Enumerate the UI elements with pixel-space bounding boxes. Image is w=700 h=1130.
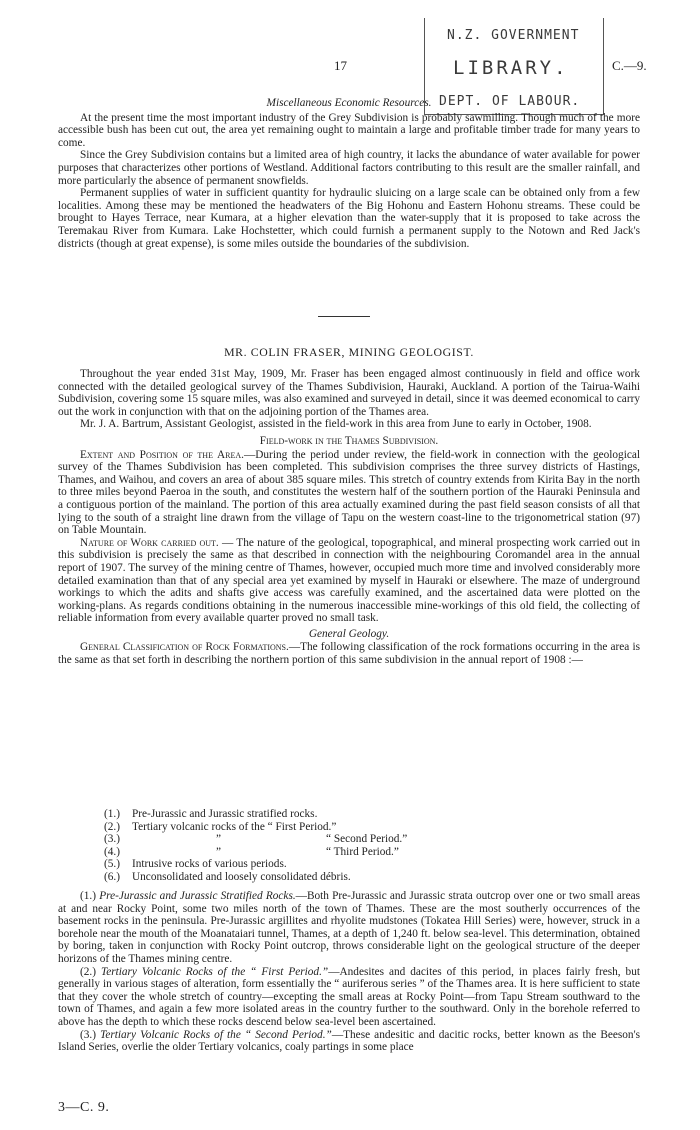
section-fraser-intro — [58, 368, 640, 667]
section-heading: MR. COLIN FRASER, MINING GEOLOGIST. — [224, 345, 474, 359]
paragraph: Throughout the year ended 31st May, 1909, Mr. Fraser has been engaged almost continuously in field and office work connected with the detailed geological survey of the Thames Subdivision, Hauraki, Auckland. A portion of the Tairua-Waihi Subdivision, covering some 15 square miles, was also examined and surveyed in detail, since it was deemed economical to carry out the work in conjunction with that on the adjoining portion of the Thames area. — [58, 368, 640, 418]
paragraph-classification — [58, 641, 640, 666]
inline-label: General Classification of Rock Formations. — [80, 641, 289, 654]
paragraph-rock-1: (1.) Pre-Jurassic and Jurassic Stratified Rocks.—Both Pre-Jurassic and Jurassic strata outcrop over one or two small areas at and near Rocky Point, some two miles north of the town of Thames. These are the most southerly occurrences of the basement rocks in the peninsula. Pre-Jurassic argillites and rhyolite mudstones (Tokatea Hill Series) were, however, struck in a borehole near the mouth of the Moanataiari tunnel, Thames, at a depth of 1,240 ft. below sea-level. This determination, obtained by boring, taken in conjunction with Rocky Point outcrop, throws considerable light on the geological structure of the deeper horizons of the Thames mining centre. — [58, 890, 640, 965]
inline-label: Nature of Work carried out. — [80, 536, 219, 549]
paragraph-rock-2: (2.) Tertiary Volcanic Rocks of the “ First Period.”—Andesites and dacites of this period, in places fairly fresh, but generally in various stages of alteration, form essentially the “ auriferous series ” of the Thames area. It is here sufficient to state that they cover the whole stretch of country—excepting the small areas at Rocky Point—from Tapu Stream southward to the town of Thames, and again a few more isolated areas in the country further to the southward. Only in the borehole referred to above has the depth to which these rocks descend below sea-level been ascertained. — [58, 965, 640, 1028]
stamp-line-2: LIBRARY. — [453, 57, 569, 79]
paragraph-nature — [58, 537, 640, 625]
paragraph-extent — [58, 449, 640, 537]
page-reference: C.—9. — [612, 58, 647, 73]
list-item: (5.) Intrusive rocks of various periods. — [104, 858, 287, 871]
list-item: (4.) ” “ Third Period.” — [104, 845, 399, 858]
paragraph-text: —The following classification of the rock formations occurring in the area is the same as that set forth in describing the northern portion of this same subdivision in the annual report of 1908 :— — [58, 641, 640, 667]
inline-label: Tertiary Volcanic Rocks of the “ First Period.” — [100, 965, 329, 978]
paragraph-rock-3: (3.) Tertiary Volcanic Rocks of the “ Second Period.”—These andesitic and dacitic rocks, better known as the Beeson's Island Series, overlie the older Tertiary volcanics, coaly partings in some place — [58, 1028, 641, 1054]
section-misc-resources — [58, 94, 640, 250]
formation-list — [104, 808, 604, 884]
inline-label: Tertiary Volcanic Rocks of the “ Second Period.” — [100, 1028, 332, 1041]
paragraph: Mr. J. A. Bartrum, Assistant Geologist, assisted in the field-work in this area from June to early in October, 1908. — [80, 418, 592, 431]
page-number: 17 — [334, 58, 347, 73]
paragraph: Permanent supplies of water in sufficient quantity for hydraulic sluicing on a large scale can be obtained only from a few localities. Among these may be mentioned the headwaters of the Big Hohonu and Eastern Hohonu streams. These could be brought to Hayes Terrace, near Kumara, at a higher elevation than the water-supply that it is proposed to take across the Teremakau River from Kumara. Lake Hochstetter, which could furnish a permanent supply to the Notown and Red Jack's districts (though at great expense), is some miles outside the boundaries of the subdivision. — [58, 187, 640, 250]
section-divider — [318, 316, 370, 317]
inline-label: Extent and Position of the Area. — [80, 448, 244, 461]
stamp-line-3: DEPT. OF LABOUR. — [439, 94, 581, 109]
paragraph-text: —During the period under review, the field-work in connection with the geological survey of the Thames Subdivision has been completed. This subdivision comprises the three survey districts of Hastings, Thames, and Waihou, and covers an area of about 385 square miles. This stretch of country extends from Kirita Bay in the north to three miles beyond Paeroa in the south, and constitutes the western half of the southern portion of the Hauraki Peninsula and a contiguous portion of the mainland. The portion of this area actually examined during the past field season consists of all that lying to the south of a straight line drawn from the village of Tapu on the western coast-line to the trigonometrical station (97) on Table Mountain. — [58, 448, 641, 537]
section-rock-descriptions — [58, 890, 640, 1054]
list-item: (6.) Unconsolidated and loosely consolidated débris. — [104, 870, 351, 883]
list-item: (3.) ” “ Second Period.” — [104, 833, 408, 846]
inline-label: Pre-Jurassic and Jurassic Stratified Rocks. — [99, 890, 296, 902]
subheading: Field-work in the Thames Subdivision. — [259, 434, 439, 447]
paragraph-text: — The nature of the geological, topographical, and mineral prospecting work carried out in this subdivision is precisely the same as that described in connection with the neighbouring Coromandel area in the annual report of 1907. The survey of the mining centre of Thames, however, occupied much more time and involved considerably more detailed examination than that of any special area yet examined by myself in Hauraki or elsewhere. The maze of underground workings to which the adits and shafts give access was carefully examined, and the ascertained data were plotted on the working-plans. As regards conditions obtaining in the numerous inaccessible mine-workings of this old field, the collecting of reliable information from every available quarter proved no small task. — [58, 536, 641, 625]
list-item: (2.) Tertiary volcanic rocks of the “ First Period.” — [104, 820, 337, 833]
list-item: (1.) Pre-Jurassic and Jurassic stratified rocks. — [104, 808, 318, 820]
paragraph: Since the Grey Subdivision contains but a limited area of high country, it lacks the abundance of water available for power purposes that characterizes other portions of Westland. Additional factors contributing to this result are the smaller rainfall, and more particularly the absence of permanent snowfields. — [58, 149, 640, 187]
page-signature: 3—C. 9. — [58, 1100, 110, 1115]
paragraph: At the present time the most important industry of the Grey Subdivision is probably sawmilling. Though much of the more accessible bush has been cut out, the area yet remaining ought to maintain a large and profitable timber trade for many years to come. — [58, 111, 640, 149]
section-title: Miscellaneous Economic Resources. — [266, 97, 432, 109]
subheading: General Geology. — [308, 627, 390, 640]
stamp-line-1: N.Z. GOVERNMENT — [447, 28, 580, 43]
